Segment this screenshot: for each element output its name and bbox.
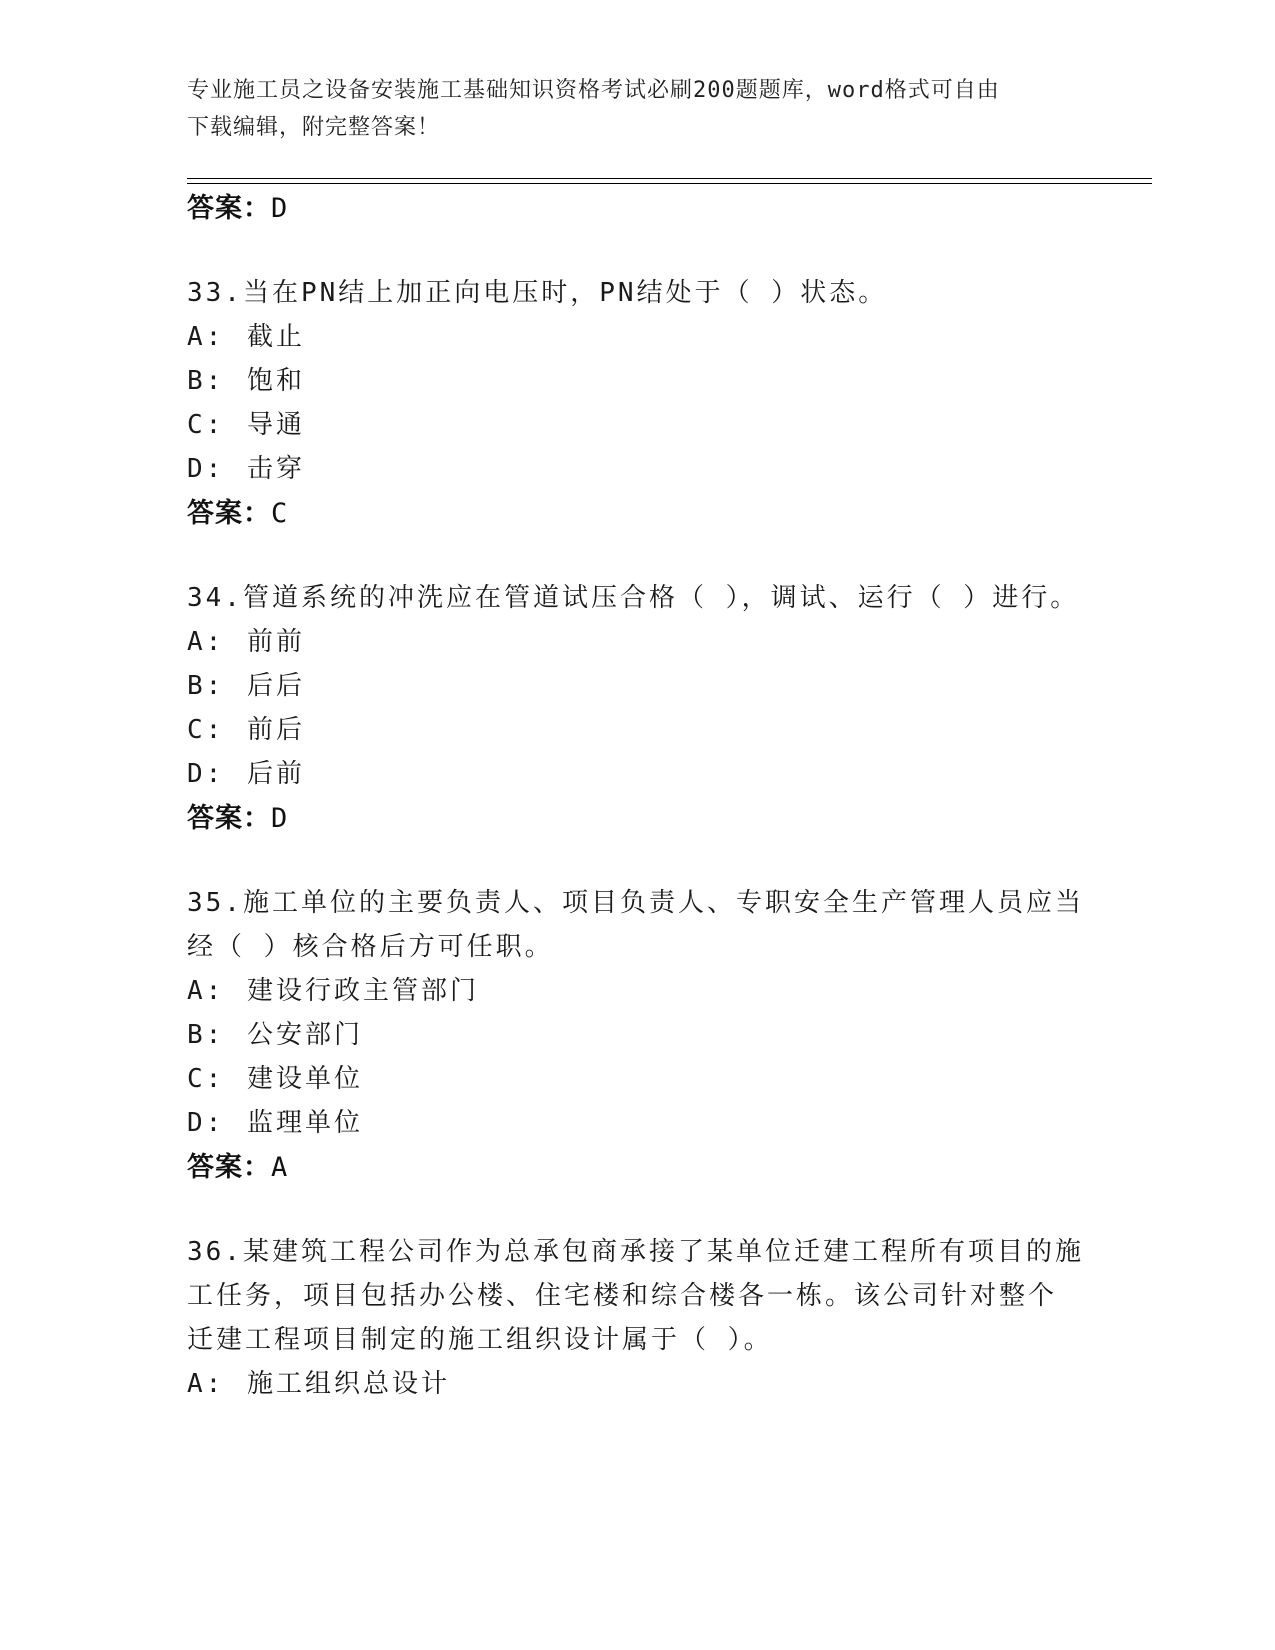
- option-text: 前后: [246, 715, 305, 745]
- option-text: 截止: [246, 322, 305, 352]
- option-text: 建设单位: [246, 1064, 363, 1094]
- option-letter: A:: [187, 976, 225, 1006]
- answer-label: 答案：: [187, 498, 271, 529]
- option-letter: B:: [187, 1020, 225, 1050]
- option-letter: A:: [187, 322, 225, 352]
- option-text: 击穿: [246, 454, 305, 484]
- question-33-answer: [187, 491, 288, 530]
- header-title-line-2: 下载编辑，附完整答案！: [187, 115, 441, 140]
- option-text: 饱和: [246, 366, 305, 396]
- option-text: 导通: [246, 410, 305, 440]
- question-36-option-a: [187, 1363, 450, 1400]
- question-33-option-d: [187, 448, 305, 485]
- option-text: 前前: [246, 627, 305, 657]
- option-text: 监理单位: [246, 1108, 363, 1138]
- answer-value: C: [271, 498, 289, 529]
- question-33-option-c: [187, 404, 305, 441]
- option-letter: D:: [187, 759, 225, 789]
- question-34-answer: [187, 796, 288, 835]
- question-33-option-a: [187, 316, 305, 353]
- answer-label: 答案：: [187, 1152, 271, 1183]
- question-35-option-c: [187, 1058, 363, 1095]
- answer-value: D: [271, 193, 289, 224]
- question-35-answer: [187, 1145, 288, 1184]
- question-34-option-b: [187, 665, 305, 702]
- option-letter: D:: [187, 454, 225, 484]
- answer-value: A: [271, 1152, 289, 1183]
- answer-label: 答案：: [187, 193, 271, 224]
- option-letter: B:: [187, 366, 225, 396]
- question-34-option-a: [187, 621, 305, 658]
- option-text: 施工组织总设计: [246, 1369, 450, 1399]
- option-letter: A:: [187, 627, 225, 657]
- question-33-option-b: [187, 360, 305, 397]
- option-text: 公安部门: [246, 1020, 363, 1050]
- header-divider-top: [187, 178, 1152, 179]
- option-letter: C:: [187, 715, 225, 745]
- question-34-option-c: [187, 709, 305, 746]
- option-letter: B:: [187, 671, 225, 701]
- option-text: 后后: [246, 671, 305, 701]
- answer-label: 答案：: [187, 803, 271, 834]
- question-35-text-line-2: 经（ ）核合格后方可任职。: [187, 932, 554, 962]
- option-letter: C:: [187, 1064, 225, 1094]
- question-35-option-d: [187, 1102, 363, 1139]
- document-header: [187, 72, 1067, 146]
- option-letter: D:: [187, 1108, 225, 1138]
- option-letter: C:: [187, 410, 225, 440]
- question-33-text: 33.当在PN结上加正向电压时，PN结处于（ ）状态。: [187, 278, 888, 308]
- question-35-text-line-1: 35.施工单位的主要负责人、项目负责人、专职安全生产管理人员应当: [187, 888, 1084, 918]
- answer-value: D: [271, 803, 289, 834]
- option-letter: A:: [187, 1369, 225, 1399]
- question-36-text-line-2: 工任务，项目包括办公楼、住宅楼和综合楼各一栋。该公司针对整个: [187, 1281, 1058, 1311]
- question-35-option-b: [187, 1014, 363, 1051]
- answer-line: [187, 186, 288, 225]
- question-36-text-line-3: 迁建工程项目制定的施工组织设计属于（ ）。: [187, 1325, 773, 1355]
- question-34-option-d: [187, 753, 305, 790]
- question-34-text: 34.管道系统的冲洗应在管道试压合格（ ），调试、运行（ ）进行。: [187, 583, 1080, 613]
- header-title-line-1: 专业施工员之设备安装施工基础知识资格考试必刷200题题库，word格式可自由: [187, 78, 1000, 103]
- question-35-option-a: [187, 970, 479, 1007]
- question-36-text-line-1: 36.某建筑工程公司作为总承包商承接了某单位迁建工程所有项目的施: [187, 1237, 1084, 1267]
- header-divider-bottom: [187, 183, 1152, 184]
- option-text: 后前: [246, 759, 305, 789]
- option-text: 建设行政主管部门: [246, 976, 479, 1006]
